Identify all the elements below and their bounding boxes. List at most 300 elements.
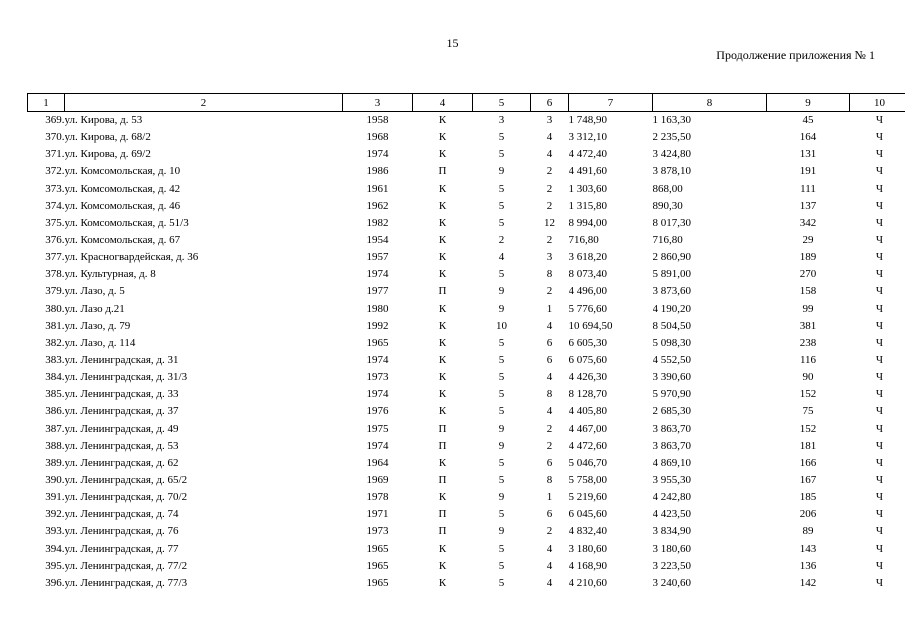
table-row bbox=[28, 215, 905, 232]
table-cell-col8: 5 970,90 bbox=[652, 388, 691, 401]
column-header-5: 5 bbox=[473, 94, 531, 112]
table-cell-col9: 116 bbox=[799, 354, 817, 367]
table-row bbox=[28, 198, 905, 215]
table-cell-col7: 1 315,80 bbox=[568, 199, 607, 212]
table-cell-col1: 373. bbox=[45, 182, 65, 195]
table-cell-col5: 9 bbox=[498, 302, 505, 315]
table-cell-col10: Ч bbox=[875, 371, 884, 384]
table-cell-col6: 4 bbox=[546, 405, 553, 418]
table-cell-col9: 89 bbox=[802, 525, 814, 538]
table-cell-col1: 396. bbox=[45, 576, 65, 589]
table-row bbox=[28, 575, 905, 592]
table-cell-col4: К bbox=[438, 542, 447, 555]
table-cell-col1: 378. bbox=[45, 268, 65, 281]
table-cell-col5: 5 bbox=[498, 576, 505, 589]
table-cell-col2: ул. Лазо, д. 5 bbox=[64, 285, 125, 298]
table-cell-col10: Ч bbox=[875, 216, 884, 229]
table-cell-col10: Ч bbox=[875, 182, 884, 195]
table-cell-col5: 5 bbox=[498, 131, 505, 144]
table-row bbox=[28, 163, 905, 180]
table-cell-col7: 4 832,40 bbox=[568, 525, 607, 538]
table-cell-col1: 384. bbox=[45, 371, 65, 384]
table-cell-col10: Ч bbox=[875, 114, 884, 127]
table-cell-col3: 1965 bbox=[366, 336, 389, 349]
table-cell-col8: 2 685,30 bbox=[652, 405, 691, 418]
table-row bbox=[28, 369, 905, 386]
table-cell-col7: 6 075,60 bbox=[568, 354, 607, 367]
table-cell-col5: 10 bbox=[496, 319, 507, 332]
table-cell-col6: 8 bbox=[546, 474, 553, 487]
table-cell-col8: 4 423,50 bbox=[652, 508, 691, 521]
table-cell-col5: 5 bbox=[498, 148, 505, 161]
table-cell-col6: 2 bbox=[546, 285, 553, 298]
table-cell-col6: 2 bbox=[546, 165, 553, 178]
table-cell-col9: 166 bbox=[799, 456, 817, 469]
table-cell-col5: 3 bbox=[498, 114, 505, 127]
table-cell-col8: 3 834,90 bbox=[652, 525, 691, 538]
table-cell-col9: 189 bbox=[799, 251, 817, 264]
table-row bbox=[28, 386, 905, 403]
table-cell-col1: 383. bbox=[45, 354, 65, 367]
table-cell-col3: 1974 bbox=[366, 354, 389, 367]
table-cell-col5: 5 bbox=[498, 388, 505, 401]
table-cell-col7: 4 472,40 bbox=[568, 148, 607, 161]
table-cell-col1: 372. bbox=[45, 165, 65, 178]
table-cell-col5: 5 bbox=[498, 354, 505, 367]
table-cell-col10: Ч bbox=[875, 251, 884, 264]
table-cell-col2: ул. Красногвардейская, д. 36 bbox=[64, 251, 199, 264]
table-cell-col4: К bbox=[438, 388, 447, 401]
table-row bbox=[28, 318, 905, 335]
table-cell-col9: 342 bbox=[799, 216, 817, 229]
table-cell-col9: 158 bbox=[799, 285, 817, 298]
table-row bbox=[28, 352, 905, 369]
table-cell-col9: 45 bbox=[802, 114, 814, 127]
table-cell-col7: 5 219,60 bbox=[568, 491, 607, 504]
table-cell-col6: 4 bbox=[546, 576, 553, 589]
table-cell-col5: 5 bbox=[498, 405, 505, 418]
table-cell-col4: К bbox=[438, 336, 447, 349]
table-cell-col2: ул. Комсомольская, д. 67 bbox=[64, 234, 181, 247]
table-cell-col7: 8 073,40 bbox=[568, 268, 607, 281]
table-cell-col6: 2 bbox=[546, 525, 553, 538]
table-cell-col7: 10 694,50 bbox=[568, 319, 613, 332]
table-cell-col4: К bbox=[438, 319, 447, 332]
table-cell-col7: 4 210,60 bbox=[568, 576, 607, 589]
table-cell-col3: 1978 bbox=[366, 491, 389, 504]
table-cell-col5: 5 bbox=[498, 336, 505, 349]
table-cell-col10: Ч bbox=[875, 542, 884, 555]
column-header-9: 9 bbox=[767, 94, 850, 112]
table-cell-col1: 385. bbox=[45, 388, 65, 401]
table-cell-col9: 142 bbox=[799, 576, 817, 589]
table-cell-col4: К bbox=[438, 268, 447, 281]
table-cell-col2: ул. Ленинградская, д. 33 bbox=[64, 388, 179, 401]
table-cell-col3: 1957 bbox=[366, 251, 389, 264]
table-cell-col10: Ч bbox=[875, 405, 884, 418]
table-cell-col4: К bbox=[438, 234, 447, 247]
table-cell-col3: 1964 bbox=[366, 456, 389, 469]
table-cell-col2: ул. Ленинградская, д. 76 bbox=[64, 525, 179, 538]
table-cell-col9: 131 bbox=[799, 148, 817, 161]
table-cell-col6: 2 bbox=[546, 234, 553, 247]
table-cell-col6: 2 bbox=[546, 182, 553, 195]
table-cell-col7: 4 472,60 bbox=[568, 439, 607, 452]
column-header-10: 10 bbox=[850, 94, 905, 112]
housing-table bbox=[27, 93, 905, 592]
table-cell-col3: 1974 bbox=[366, 439, 389, 452]
table-cell-col2: ул. Комсомольская, д. 46 bbox=[64, 199, 181, 212]
table-cell-col7: 5 776,60 bbox=[568, 302, 607, 315]
table-row bbox=[28, 283, 905, 300]
table-cell-col5: 5 bbox=[498, 199, 505, 212]
table-cell-col1: 392. bbox=[45, 508, 65, 521]
table-cell-col8: 2 235,50 bbox=[652, 131, 691, 144]
column-header-3: 3 bbox=[343, 94, 413, 112]
table-cell-col9: 29 bbox=[802, 234, 814, 247]
table-cell-col5: 2 bbox=[498, 234, 505, 247]
table-row bbox=[28, 506, 905, 523]
table-cell-col6: 1 bbox=[546, 491, 553, 504]
column-header-1: 1 bbox=[28, 94, 65, 112]
table-row bbox=[28, 249, 905, 266]
table-cell-col4: К bbox=[438, 371, 447, 384]
table-cell-col7: 8 994,00 bbox=[568, 216, 607, 229]
table-cell-col10: Ч bbox=[875, 165, 884, 178]
table-cell-col6: 4 bbox=[546, 131, 553, 144]
table-row bbox=[28, 421, 905, 438]
table-cell-col5: 4 bbox=[498, 251, 505, 264]
table-cell-col2: ул. Ленинградская, д. 74 bbox=[64, 508, 179, 521]
table-row bbox=[28, 438, 905, 455]
table-cell-col6: 1 bbox=[546, 302, 553, 315]
table-cell-col10: Ч bbox=[875, 559, 884, 572]
table-cell-col3: 1974 bbox=[366, 148, 389, 161]
table-cell-col4: К bbox=[438, 216, 447, 229]
table-cell-col4: К bbox=[438, 354, 447, 367]
table-cell-col7: 4 491,60 bbox=[568, 165, 607, 178]
table-cell-col7: 4 496,00 bbox=[568, 285, 607, 298]
table-cell-col4: К bbox=[438, 405, 447, 418]
table-cell-col6: 6 bbox=[546, 354, 553, 367]
table-cell-col8: 5 098,30 bbox=[652, 336, 691, 349]
table-cell-col6: 8 bbox=[546, 268, 553, 281]
table-cell-col7: 8 128,70 bbox=[568, 388, 607, 401]
table-cell-col6: 3 bbox=[546, 114, 553, 127]
table-cell-col6: 12 bbox=[544, 216, 555, 229]
table-cell-col9: 75 bbox=[802, 405, 814, 418]
table-cell-col5: 9 bbox=[498, 491, 505, 504]
column-header-2: 2 bbox=[65, 94, 343, 112]
table-cell-col7: 4 168,90 bbox=[568, 559, 607, 572]
table-cell-col8: 3 424,80 bbox=[652, 148, 691, 161]
table-cell-col3: 1965 bbox=[366, 559, 389, 572]
table-cell-col3: 1976 bbox=[366, 405, 389, 418]
table-cell-col4: П bbox=[438, 285, 447, 298]
table-cell-col7: 1 748,90 bbox=[568, 114, 607, 127]
table-row bbox=[28, 489, 905, 506]
table-cell-col4: П bbox=[438, 165, 447, 178]
table-row bbox=[28, 558, 905, 575]
table-cell-col4: П bbox=[438, 439, 447, 452]
table-header bbox=[28, 94, 905, 112]
table-cell-col6: 2 bbox=[546, 422, 553, 435]
table-cell-col3: 1969 bbox=[366, 474, 389, 487]
table-cell-col5: 9 bbox=[498, 165, 505, 178]
table-row bbox=[28, 266, 905, 283]
table-cell-col9: 381 bbox=[799, 319, 817, 332]
table-cell-col2: ул. Комсомольская, д. 42 bbox=[64, 182, 181, 195]
table-cell-col6: 4 bbox=[546, 371, 553, 384]
table-cell-col7: 716,80 bbox=[568, 234, 599, 247]
table-cell-col10: Ч bbox=[875, 131, 884, 144]
table-cell-col1: 387. bbox=[45, 422, 65, 435]
table-cell-col4: П bbox=[438, 508, 447, 521]
table-cell-col1: 371. bbox=[45, 148, 65, 161]
table-cell-col7: 5 046,70 bbox=[568, 456, 607, 469]
table-cell-col1: 380. bbox=[45, 302, 65, 315]
column-header-4: 4 bbox=[413, 94, 473, 112]
table-cell-col9: 152 bbox=[799, 422, 817, 435]
table-cell-col1: 390. bbox=[45, 474, 65, 487]
table-cell-col1: 379. bbox=[45, 285, 65, 298]
table-cell-col9: 111 bbox=[800, 182, 816, 195]
table-cell-col1: 375. bbox=[45, 216, 65, 229]
table-cell-col2: ул. Ленинградская, д. 49 bbox=[64, 422, 179, 435]
table-cell-col8: 890,30 bbox=[652, 199, 683, 212]
table-row bbox=[28, 403, 905, 420]
table-cell-col1: 386. bbox=[45, 405, 65, 418]
table-cell-col2: ул. Ленинградская, д. 31 bbox=[64, 354, 179, 367]
table-row bbox=[28, 541, 905, 558]
table-cell-col4: П bbox=[438, 525, 447, 538]
table-cell-col10: Ч bbox=[875, 576, 884, 589]
table-cell-col2: ул. Ленинградская, д. 31/3 bbox=[64, 371, 188, 384]
table-cell-col8: 4 869,10 bbox=[652, 456, 691, 469]
table-cell-col4: К bbox=[438, 199, 447, 212]
table-cell-col2: ул. Культурная, д. 8 bbox=[64, 268, 156, 281]
table-cell-col8: 3 180,60 bbox=[652, 542, 691, 555]
table-body bbox=[28, 112, 905, 592]
table-cell-col2: ул. Ленинградская, д. 53 bbox=[64, 439, 179, 452]
table-cell-col10: Ч bbox=[875, 508, 884, 521]
table-cell-col9: 143 bbox=[799, 542, 817, 555]
table-cell-col3: 1973 bbox=[366, 525, 389, 538]
table-cell-col5: 5 bbox=[498, 182, 505, 195]
table-row bbox=[28, 301, 905, 318]
table-cell-col10: Ч bbox=[875, 336, 884, 349]
table-cell-col3: 1973 bbox=[366, 371, 389, 384]
table-cell-col6: 8 bbox=[546, 388, 553, 401]
table-cell-col7: 6 605,30 bbox=[568, 336, 607, 349]
table-cell-col2: ул. Ленинградская, д. 70/2 bbox=[64, 491, 188, 504]
table-cell-col2: ул. Ленинградская, д. 62 bbox=[64, 456, 179, 469]
table-cell-col4: К bbox=[438, 131, 447, 144]
table-cell-col9: 185 bbox=[799, 491, 817, 504]
table-cell-col6: 2 bbox=[546, 199, 553, 212]
table-cell-col4: П bbox=[438, 422, 447, 435]
table-cell-col3: 1977 bbox=[366, 285, 389, 298]
table-cell-col7: 4 405,80 bbox=[568, 405, 607, 418]
table-cell-col4: К bbox=[438, 576, 447, 589]
table-cell-col8: 3 223,50 bbox=[652, 559, 691, 572]
table-cell-col4: К bbox=[438, 456, 447, 469]
table-cell-col3: 1961 bbox=[366, 182, 389, 195]
table-cell-col1: 393. bbox=[45, 525, 65, 538]
table-row bbox=[28, 129, 905, 146]
table-cell-col5: 5 bbox=[498, 559, 505, 572]
table-cell-col1: 376. bbox=[45, 234, 65, 247]
table-cell-col4: К bbox=[438, 491, 447, 504]
table-cell-col1: 395. bbox=[45, 559, 65, 572]
table-cell-col8: 4 552,50 bbox=[652, 354, 691, 367]
table-cell-col10: Ч bbox=[875, 474, 884, 487]
table-cell-col6: 4 bbox=[546, 148, 553, 161]
table-cell-col9: 99 bbox=[802, 302, 814, 315]
table-cell-col6: 6 bbox=[546, 336, 553, 349]
appendix-caption: Продолжение приложения № 1 bbox=[716, 48, 875, 62]
table-cell-col3: 1975 bbox=[366, 422, 389, 435]
table-cell-col9: 137 bbox=[799, 199, 817, 212]
table-cell-col5: 5 bbox=[498, 268, 505, 281]
column-header-6: 6 bbox=[531, 94, 569, 112]
table-cell-col4: К bbox=[438, 148, 447, 161]
table-cell-col8: 3 240,60 bbox=[652, 576, 691, 589]
table-row bbox=[28, 472, 905, 489]
table-cell-col1: 370. bbox=[45, 131, 65, 144]
table-cell-col9: 136 bbox=[799, 559, 817, 572]
table-cell-col8: 8 017,30 bbox=[652, 216, 691, 229]
table-cell-col8: 2 860,90 bbox=[652, 251, 691, 264]
table-cell-col5: 5 bbox=[498, 371, 505, 384]
table-cell-col9: 191 bbox=[799, 165, 817, 178]
table-cell-col4: К bbox=[438, 251, 447, 264]
table-row bbox=[28, 181, 905, 198]
table-cell-col9: 167 bbox=[799, 474, 817, 487]
table-cell-col7: 5 758,00 bbox=[568, 474, 607, 487]
table-cell-col3: 1954 bbox=[366, 234, 389, 247]
table-cell-col1: 369. bbox=[45, 114, 65, 127]
table-cell-col3: 1980 bbox=[366, 302, 389, 315]
table-cell-col2: ул. Лазо, д. 79 bbox=[64, 319, 131, 332]
table-cell-col10: Ч bbox=[875, 439, 884, 452]
table-cell-col6: 4 bbox=[546, 559, 553, 572]
table-cell-col8: 8 504,50 bbox=[652, 319, 691, 332]
table-cell-col1: 381. bbox=[45, 319, 65, 332]
table-cell-col8: 3 863,70 bbox=[652, 439, 691, 452]
table-cell-col1: 377. bbox=[45, 251, 65, 264]
table-cell-col2: ул. Ленинградская, д. 77 bbox=[64, 542, 179, 555]
table-cell-col4: П bbox=[438, 474, 447, 487]
table-cell-col2: ул. Комсомольская, д. 10 bbox=[64, 165, 181, 178]
table-cell-col3: 1974 bbox=[366, 388, 389, 401]
table-cell-col1: 394. bbox=[45, 542, 65, 555]
table-cell-col7: 3 618,20 bbox=[568, 251, 607, 264]
table-cell-col2: ул. Ленинградская, д. 37 bbox=[64, 405, 179, 418]
table-cell-col1: 389. bbox=[45, 456, 65, 469]
table-cell-col9: 152 bbox=[799, 388, 817, 401]
table-cell-col8: 4 190,20 bbox=[652, 302, 691, 315]
table-cell-col1: 388. bbox=[45, 439, 65, 452]
table-cell-col9: 206 bbox=[799, 508, 817, 521]
table-cell-col9: 238 bbox=[799, 336, 817, 349]
table-row bbox=[28, 112, 905, 130]
table-cell-col5: 5 bbox=[498, 216, 505, 229]
table-cell-col8: 3 878,10 bbox=[652, 165, 691, 178]
table-cell-col10: Ч bbox=[875, 302, 884, 315]
table-cell-col3: 1958 bbox=[366, 114, 389, 127]
table-cell-col10: Ч bbox=[875, 148, 884, 161]
table-cell-col5: 9 bbox=[498, 525, 505, 538]
table-cell-col5: 5 bbox=[498, 542, 505, 555]
table-cell-col3: 1986 bbox=[366, 165, 389, 178]
header-row bbox=[28, 94, 905, 112]
table-cell-col2: ул. Кирова, д. 68/2 bbox=[64, 131, 151, 144]
table-row bbox=[28, 455, 905, 472]
table-cell-col10: Ч bbox=[875, 422, 884, 435]
table-cell-col3: 1962 bbox=[366, 199, 389, 212]
table-cell-col5: 9 bbox=[498, 422, 505, 435]
table-cell-col4: К bbox=[438, 114, 447, 127]
table-cell-col10: Ч bbox=[875, 456, 884, 469]
table-cell-col2: ул. Комсомольская, д. 51/3 bbox=[64, 216, 189, 229]
table-cell-col1: 374. bbox=[45, 199, 65, 212]
table-cell-col2: ул. Ленинградская, д. 77/2 bbox=[64, 559, 188, 572]
table-cell-col10: Ч bbox=[875, 354, 884, 367]
table-cell-col10: Ч bbox=[875, 199, 884, 212]
table-cell-col7: 3 180,60 bbox=[568, 542, 607, 555]
table-cell-col6: 3 bbox=[546, 251, 553, 264]
table-cell-col3: 1965 bbox=[366, 542, 389, 555]
table-cell-col5: 5 bbox=[498, 456, 505, 469]
table-cell-col9: 164 bbox=[799, 131, 817, 144]
table-cell-col3: 1974 bbox=[366, 268, 389, 281]
table-cell-col2: ул. Кирова, д. 69/2 bbox=[64, 148, 151, 161]
table-cell-col6: 6 bbox=[546, 508, 553, 521]
table-cell-col4: К bbox=[438, 302, 447, 315]
table-cell-col8: 868,00 bbox=[652, 182, 683, 195]
table-cell-col9: 90 bbox=[802, 371, 814, 384]
table-cell-col8: 3 955,30 bbox=[652, 474, 691, 487]
table-cell-col6: 4 bbox=[546, 542, 553, 555]
table-cell-col6: 6 bbox=[546, 456, 553, 469]
table-cell-col5: 5 bbox=[498, 508, 505, 521]
table-cell-col7: 3 312,10 bbox=[568, 131, 607, 144]
table-cell-col2: ул. Ленинградская, д. 65/2 bbox=[64, 474, 188, 487]
table-cell-col10: Ч bbox=[875, 525, 884, 538]
table-row bbox=[28, 523, 905, 540]
table-cell-col3: 1965 bbox=[366, 576, 389, 589]
table-cell-col3: 1971 bbox=[366, 508, 389, 521]
table-cell-col8: 3 873,60 bbox=[652, 285, 691, 298]
table-cell-col4: К bbox=[438, 559, 447, 572]
table-row bbox=[28, 232, 905, 249]
table-cell-col5: 9 bbox=[498, 285, 505, 298]
table-cell-col6: 2 bbox=[546, 439, 553, 452]
table-cell-col8: 3 390,60 bbox=[652, 371, 691, 384]
table-cell-col10: Ч bbox=[875, 491, 884, 504]
table-cell-col7: 4 467,00 bbox=[568, 422, 607, 435]
table-cell-col7: 6 045,60 bbox=[568, 508, 607, 521]
table-cell-col3: 1982 bbox=[366, 216, 389, 229]
table-cell-col10: Ч bbox=[875, 285, 884, 298]
table-cell-col1: 391. bbox=[45, 491, 65, 504]
table-cell-col2: ул. Кирова, д. 53 bbox=[64, 114, 143, 127]
table-cell-col3: 1992 bbox=[366, 319, 389, 332]
table-row bbox=[28, 146, 905, 163]
table-cell-col7: 4 426,30 bbox=[568, 371, 607, 384]
table-cell-col2: ул. Лазо д.21 bbox=[64, 302, 125, 315]
